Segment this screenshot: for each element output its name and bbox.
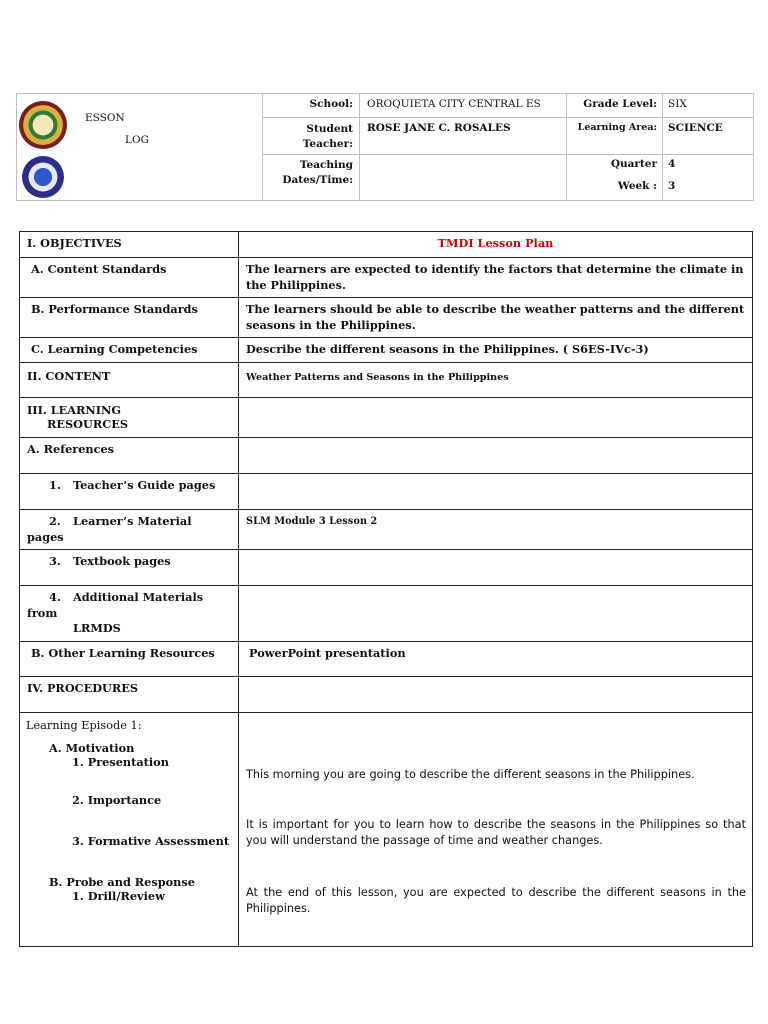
content-standards-value: The learners are expected to identify the factors that determine the climate in the Philippines. <box>239 258 753 298</box>
table-row <box>20 232 753 258</box>
learning-resources-line1: III. LEARNING <box>27 403 122 417</box>
learners-material-number: 2. <box>49 514 61 528</box>
table-row <box>20 474 753 510</box>
quarter-value: 4 <box>668 158 676 170</box>
teachers-guide-text: Teacher’s Guide pages <box>73 478 216 492</box>
motivation-label: A. Motivation <box>49 740 135 755</box>
deped-seal-logo <box>22 156 64 198</box>
episode-title: Learning Episode 1: <box>26 718 142 732</box>
learning-episode-content <box>239 712 753 946</box>
learners-material-text: Learner’s Material pages <box>27 514 192 544</box>
quarter-label: Quarter <box>610 158 657 170</box>
learning-resources-label <box>20 398 239 438</box>
presentation-label: 1. Presentation <box>72 754 169 769</box>
textbook-value <box>239 550 753 586</box>
header-table <box>16 93 754 201</box>
school-value: OROQUIETA CITY CENTRAL ES <box>367 98 541 110</box>
learners-material-label <box>20 510 239 550</box>
table-row <box>20 586 753 642</box>
table-row <box>20 641 753 676</box>
probe-response-label: B. Probe and Response <box>49 874 195 889</box>
table-row <box>20 676 753 712</box>
table-row <box>20 398 753 438</box>
week-label: Week : <box>617 180 657 192</box>
textbook-number: 3. <box>49 554 61 568</box>
references-value <box>239 438 753 474</box>
teaching-dates-label: Teaching Dates/Time: <box>282 159 353 186</box>
learning-area-label: Learning Area: <box>577 122 657 133</box>
other-resources-value: PowerPoint presentation <box>239 641 753 676</box>
procedures-value <box>239 676 753 712</box>
table-row <box>20 363 753 398</box>
learning-episode-cell <box>20 712 239 946</box>
school-seal-logo <box>19 101 67 149</box>
performance-standards-value: The learners should be able to describe the weather patterns and the different seasons in the Philippines. <box>239 298 753 338</box>
importance-label: 2. Importance <box>72 792 162 807</box>
learning-area-value: SCIENCE <box>668 122 723 134</box>
learners-material-value: SLM Module 3 Lesson 2 <box>239 510 753 550</box>
additional-materials-number: 4. <box>49 590 61 604</box>
formative-text: At the end of this lesson, you are expected to describe the different seasons in the Philippines. <box>246 885 746 915</box>
additional-materials-label <box>20 586 239 642</box>
table-row <box>20 338 753 363</box>
grade-level-label: Grade Level: <box>583 98 657 110</box>
textbook-text: Textbook pages <box>73 554 171 568</box>
logo-area <box>17 94 262 200</box>
table-row <box>20 258 753 298</box>
formative-assessment-label: 3. Formative Assessment <box>72 833 230 848</box>
table-row <box>20 510 753 550</box>
school-label: School: <box>309 98 353 110</box>
teachers-guide-number: 1. <box>49 478 61 492</box>
lesson-plan-table <box>19 231 753 947</box>
performance-standards-label: B. Performance Standards <box>20 298 239 338</box>
table-row <box>20 712 753 946</box>
drill-review-label: 1. Drill/Review <box>72 888 165 903</box>
procedures-label: IV. PROCEDURES <box>20 676 239 712</box>
presentation-text: This morning you are going to describe the different seasons in the Philippines. <box>246 767 695 781</box>
teachers-guide-value <box>239 474 753 510</box>
learning-competencies-value: Describe the different seasons in the Philippines. ( S6ES-IVc-3) <box>239 338 753 363</box>
table-row <box>20 438 753 474</box>
plan-title: TMDI Lesson Plan <box>239 232 753 258</box>
student-teacher-label: Student Teacher: <box>302 123 353 150</box>
content-standards-label: A. Content Standards <box>20 258 239 298</box>
lesson-title-text: ESSON <box>85 112 125 124</box>
learning-resources-value <box>239 398 753 438</box>
importance-text: It is important for you to learn how to describe the seasons in the Philippines so that you will understand the passage of time and weather changes. <box>246 817 746 847</box>
log-title-text: LOG <box>125 134 149 146</box>
content-label: II. CONTENT <box>20 363 239 398</box>
references-label: A. References <box>20 438 239 474</box>
table-row <box>20 550 753 586</box>
additional-materials-line2: LRMDS <box>73 621 121 635</box>
week-value: 3 <box>668 180 676 192</box>
teachers-guide-label <box>20 474 239 510</box>
additional-materials-value <box>239 586 753 642</box>
grade-level-value: SIX <box>668 98 687 110</box>
additional-materials-line1: Additional Materials from <box>27 590 204 620</box>
learning-competencies-label: C. Learning Competencies <box>20 338 239 363</box>
student-teacher-value: ROSE JANE C. ROSALES <box>367 122 511 134</box>
objectives-label: I. OBJECTIVES <box>20 232 239 258</box>
other-resources-label: B. Other Learning Resources <box>20 641 239 676</box>
textbook-label <box>20 550 239 586</box>
table-row <box>20 298 753 338</box>
learning-resources-line2: RESOURCES <box>47 417 128 431</box>
content-value: Weather Patterns and Seasons in the Philippines <box>239 363 753 398</box>
